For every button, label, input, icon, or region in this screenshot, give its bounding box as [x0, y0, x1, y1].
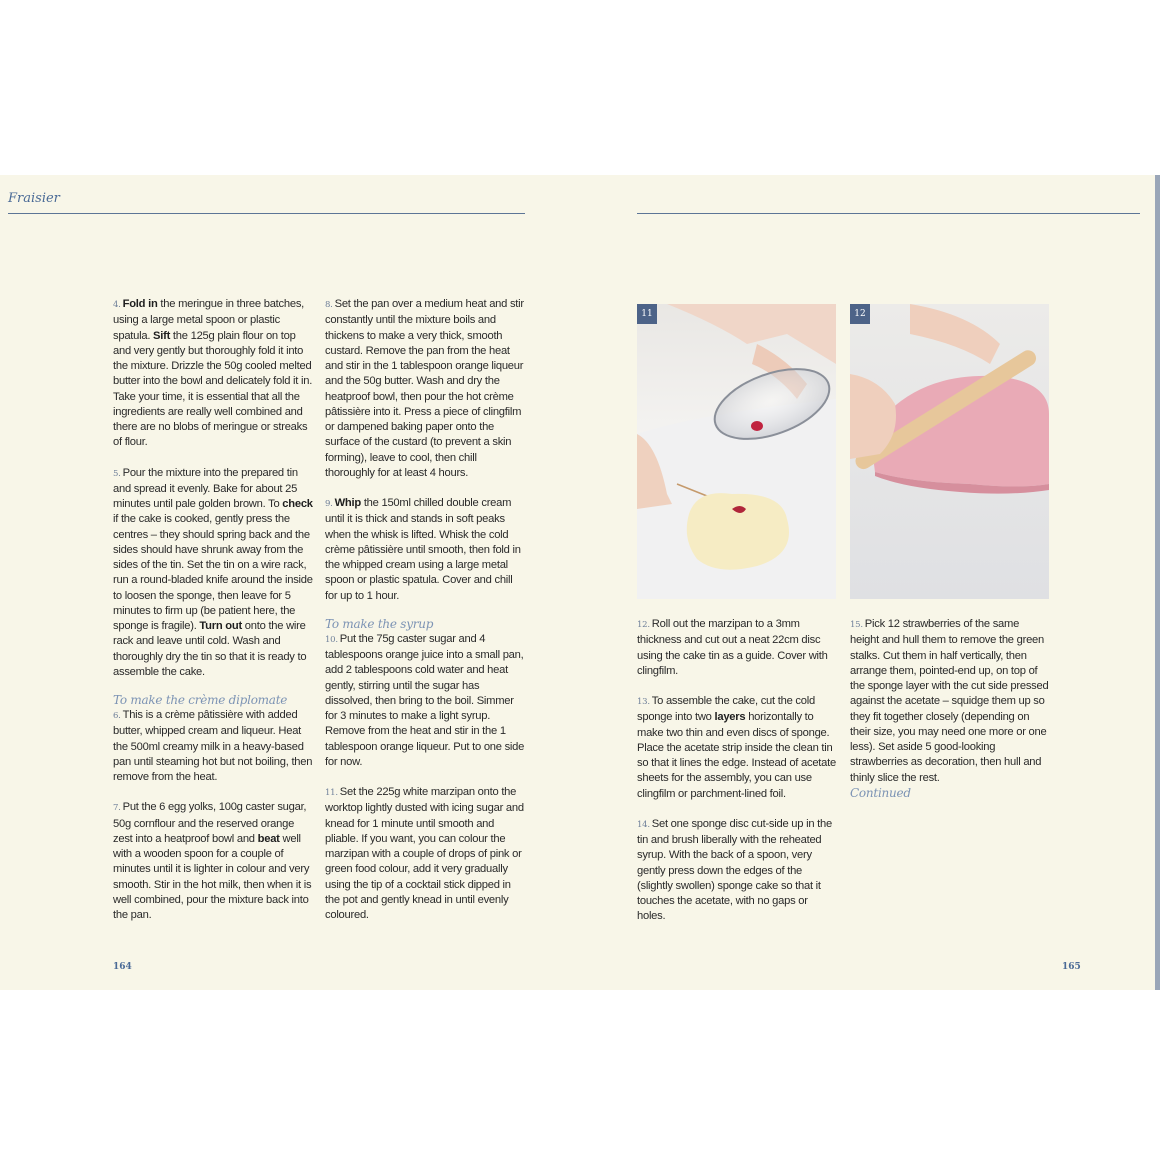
step-14: [637, 817, 837, 925]
column-4: [850, 617, 1050, 801]
column-1: [113, 297, 313, 938]
emphasis: beat: [257, 832, 280, 845]
step-15: [850, 617, 1050, 786]
page-number-right: 165: [1062, 962, 1081, 972]
step-number: 14.: [637, 819, 650, 830]
step-text: well with a wooden spoon for a couple of minutes until it is lighter in colour and very smooth. Stir in the hot milk, then when it is well combined, pour the mixture back into the pan.: [113, 832, 312, 921]
step-text: Set the 225g white marzipan onto the worktop lightly dusted with icing sugar and knead for 1 minute until smooth and pliable. If you want, you can colour the marzipan with a couple of drops of pink or green food colour, add it very gradually using the tip of a cocktail stick dipped in the pot and gently knead in until evenly coloured.: [325, 786, 524, 921]
step-11: [325, 785, 525, 923]
step-10: [325, 617, 525, 770]
photo-label-11: 11: [637, 304, 657, 324]
step-text: if the cake is cooked, gently press the centres – they should spring back and the sides should have shrunk away from the sides of the tin. Set the tin on a wire rack, run a round-bladed knife around the inside to loosen the sponge, then leave for 5 minutes to firm up (be patient here, the sponge is fragile).: [113, 513, 313, 632]
step-text: onto the wire rack and leave until cold. Wash and thoroughly dry the tin so that it is ready to assemble the cake.: [113, 620, 307, 678]
step-number: 9.: [325, 499, 333, 509]
step-text: the meringue in three batches, using a large metal spoon or plastic spatula.: [113, 298, 305, 342]
step-text: Pick 12 strawberries of the same height and hull them to remove the green stalks. Cut them in half vertically, then arrange them, pointed-end up, on top of the sponge layer with the cut side pressed against the acetate – squidge them up so they fit together closely (depending on their size, you may need one more or one less). Set aside 5 good-looking strawberries as decoration, then hull and thinly slice the rest.: [850, 618, 1049, 784]
step-number: 4.: [113, 300, 121, 310]
photo-step-11-image: [637, 304, 836, 599]
step-number: 5.: [113, 468, 121, 479]
step-text: Roll out the marzipan to a 3mm thickness and cut out a neat 22cm disc using the cake tin as a guide. Cover with clingfilm.: [637, 618, 828, 677]
step-text: Put the 75g caster sugar and 4 tablespoons orange juice into a small pan, add 2 tablespoons cold water and heat gently, stirring until the sugar has dissolved, then bring to the boil. Simmer for 3 minutes to make a light syrup. Remove from the heat and stir in the 1 tablespoon orange liqueur. Put to one side for now.: [325, 632, 525, 768]
step-number: 8.: [325, 300, 333, 310]
step-text: Set one sponge disc cut-side up in the tin and brush liberally with the reheated syrup. With the back of a spoon, very gently press down the edges of the (slightly swollen) sponge cake so that it touches the acetate, with no gaps or holes.: [637, 817, 832, 923]
step-text: the 125g plain flour on top and very gently but thoroughly fold it into the mixture. Drizzle the 50g cooled melted butter into the bowl and delicately fold it in. Take your time, it is essential that all the ingredients are really well combined and there are no blobs of meringue or streaks of flour.: [113, 329, 313, 449]
page-edge: [1155, 175, 1160, 990]
column-2: [325, 297, 525, 938]
running-head: Fraisier: [8, 191, 60, 206]
step-9: [325, 496, 525, 604]
step-number: 12.: [637, 620, 650, 630]
step-number: 15.: [850, 620, 863, 630]
step-text: Pour the mixture into the prepared tin and spread it evenly. Bake for about 25 minutes until pale golden brown. To: [113, 466, 298, 510]
step-text: Put the 6 egg yolks, 100g caster sugar, 50g cornflour and the reserved orange zest into a heatproof bowl and: [113, 801, 307, 845]
step-number: 13.: [637, 697, 650, 707]
step-5: [113, 466, 313, 681]
emphasis: Sift: [153, 329, 171, 342]
photo-step-11: [637, 304, 836, 599]
step-text: Set the pan over a medium heat and stir constantly until the mixture boils and thickens to make a very thick, smooth custard. Remove the pan from the heat and stir in the 1 tablespoon orange liqueur and the 50g butter. Wash and dry the heatproof bowl, then pour the hot crème pâtissière into it. Press a piece of clingfilm or dampened baking paper onto the surface of the custard (to prevent a skin forming), leave to cool, then chill thoroughly for at least 4 hours.: [325, 298, 524, 479]
step-13: [637, 694, 837, 802]
step-12: [637, 617, 837, 679]
step-4: [113, 297, 313, 451]
photo-step-12-image: [850, 304, 1049, 599]
step-8: [325, 297, 525, 481]
continued-label: Continued: [850, 785, 911, 800]
step-text: This is a crème pâtissière with added butter, whipped cream and liqueur. Heat the 500ml creamy milk in a heavy-based pan until steaming hot but not boiling, then remove from the heat.: [113, 709, 313, 783]
emphasis: check: [282, 498, 313, 510]
subheading-creme-diplomate: To make the crème diplomate: [113, 693, 288, 707]
emphasis: Whip: [334, 497, 361, 509]
step-number: 6.: [113, 711, 121, 721]
step-6: [113, 693, 313, 785]
photo-step-12: [850, 304, 1049, 599]
photo-label-12: 12: [850, 304, 870, 324]
book-spread: [0, 175, 1160, 990]
header-rule-right: [637, 213, 1140, 214]
emphasis: Fold in: [122, 298, 158, 310]
column-3: [637, 617, 837, 940]
header-rule-left: [8, 213, 525, 214]
step-text: horizontally to make two thin and even discs of sponge. Place the acetate strip inside the clean tin so that it lines the edge. Instead of acetate sheets for the assembly, you can use clingfilm or parchment-lined foil.: [637, 711, 836, 800]
emphasis: Turn out: [199, 620, 242, 632]
step-text: To assemble the cake, cut the cold sponge into two: [637, 695, 815, 724]
step-7: [113, 800, 313, 923]
subheading-syrup: To make the syrup: [325, 616, 434, 631]
step-number: 7.: [113, 803, 121, 814]
step-text: the 150ml chilled double cream until it is thick and stands in soft peaks when the whisk is lifted. Whisk the cold crème pâtissière until smooth, then fold in the whipped cream using a large metal spoon or plastic spatula. Cover and chill for up to 1 hour.: [325, 497, 521, 602]
step-number: 10.: [325, 634, 338, 645]
step-number: 11.: [325, 788, 338, 798]
emphasis: layers: [714, 711, 746, 724]
page-number-left: 164: [113, 962, 132, 972]
